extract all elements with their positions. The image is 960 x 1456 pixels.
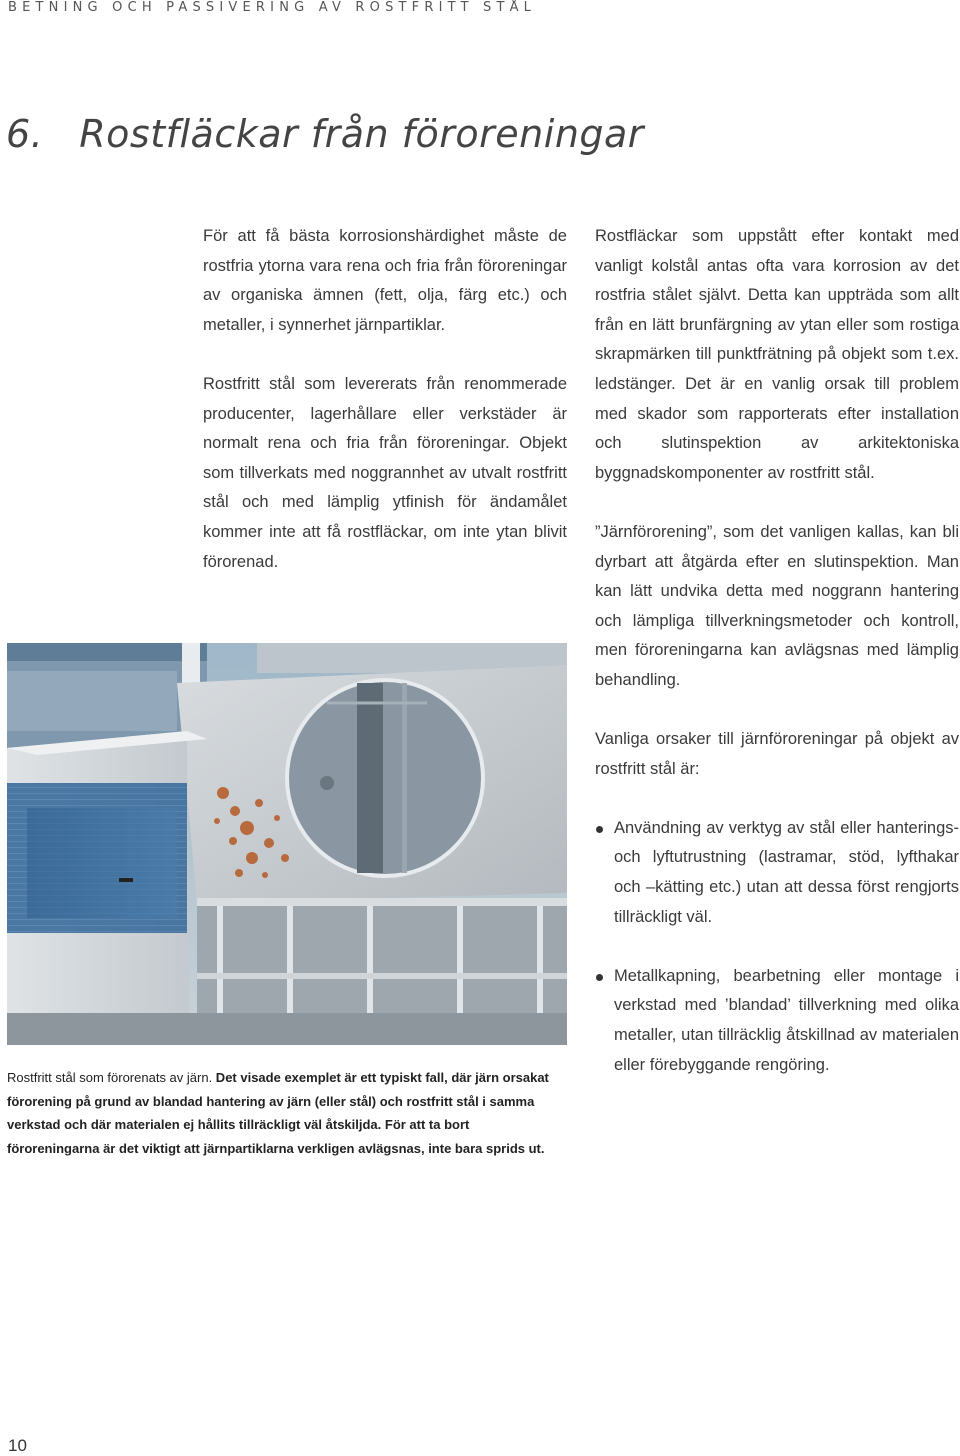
left-column	[203, 222, 567, 607]
right-paragraph-3: Vanliga orsaker till järnföroreningar på objekt av rostfritt stål är:	[595, 730, 959, 778]
right-paragraph-1: Rostfläckar som uppstått efter kontakt med vanligt kolstål antas ofta vara korrosion av det rostfria stålet självt. Detta kan uppträda som allt från en lätt brunfärgning av ytan eller som rostiga skrapmärken till punktfrätning på objekt som t.ex. ledstänger. Det är en vanlig orsak till problem med skador som rapporterats efter installation och slutinspektion av arkitektoniska byggnadskomponenter av rostfritt stål.	[595, 227, 959, 482]
caption-lead: Rostfritt stål som förorenats av järn.	[7, 1070, 213, 1085]
page-number: 10	[8, 1436, 27, 1455]
list-item: Metallkapning, bearbetning eller montage i verkstad med ’blandad’ tillverkning med olika metaller, utan tillräcklig åtskillnad av materialen eller förebyggande rengöring.	[595, 962, 959, 1080]
causes-list	[595, 814, 959, 1080]
running-header: BETNING OCH PASSIVERING AV ROSTFRITT STÅL	[8, 0, 537, 15]
contaminated-steel-photo	[7, 643, 567, 1045]
chapter-title-text: Rostfläckar från föroreningar	[79, 112, 644, 156]
chapter-title	[6, 112, 644, 156]
left-paragraph-1: För att få bästa korrosionshärdighet måste de rostfria ytorna vara rena och fria från föroreningar av organiska ämnen (fett, olja, färg etc.) och metaller, i synnerhet järnpartiklar.	[203, 227, 567, 334]
right-paragraph-2: ”Järnförorening”, som det vanligen kallas, kan bli dyrbart att åtgärda efter en slutinspektion. Man kan lätt undvika detta med noggrann hantering och lämpliga tillverkningsmetoder och kontroll, men föroreningarna kan avlägsnas med lämplig behandling.	[595, 522, 959, 689]
caption-text: Det visade exemplet är ett typiskt fall, där järn orsakat förorening på grund av blandad hantering av järn (eller stål) och rostfritt stål i samma verkstad och där materialen ej hållits tillräckligt väl åtskiljda. För att ta bort föroreningarna är det viktigt att järnpartiklarna verkligen avlägsnas, inte bara sprids ut.	[7, 1070, 549, 1156]
chapter-number: 6.	[6, 112, 44, 156]
photo-caption	[7, 1066, 563, 1160]
list-item: Användning av verktyg av stål eller hanterings- och lyftutrustning (lastramar, stöd, lyfthakar och –kätting etc.) utan att dessa först rengjorts tillräckligt väl.	[595, 814, 959, 932]
left-paragraph-2: Rostfritt stål som levererats från renommerade producenter, lagerhållare eller verkstäder är normalt rena och fria från föroreningar. Objekt som tillverkats med noggrannhet av utvalt rostfritt stål och med lämplig ytfinish för ändamålet kommer inte att få rostfläckar, om inte ytan blivit förorenad.	[203, 374, 567, 571]
right-column	[595, 222, 959, 1110]
